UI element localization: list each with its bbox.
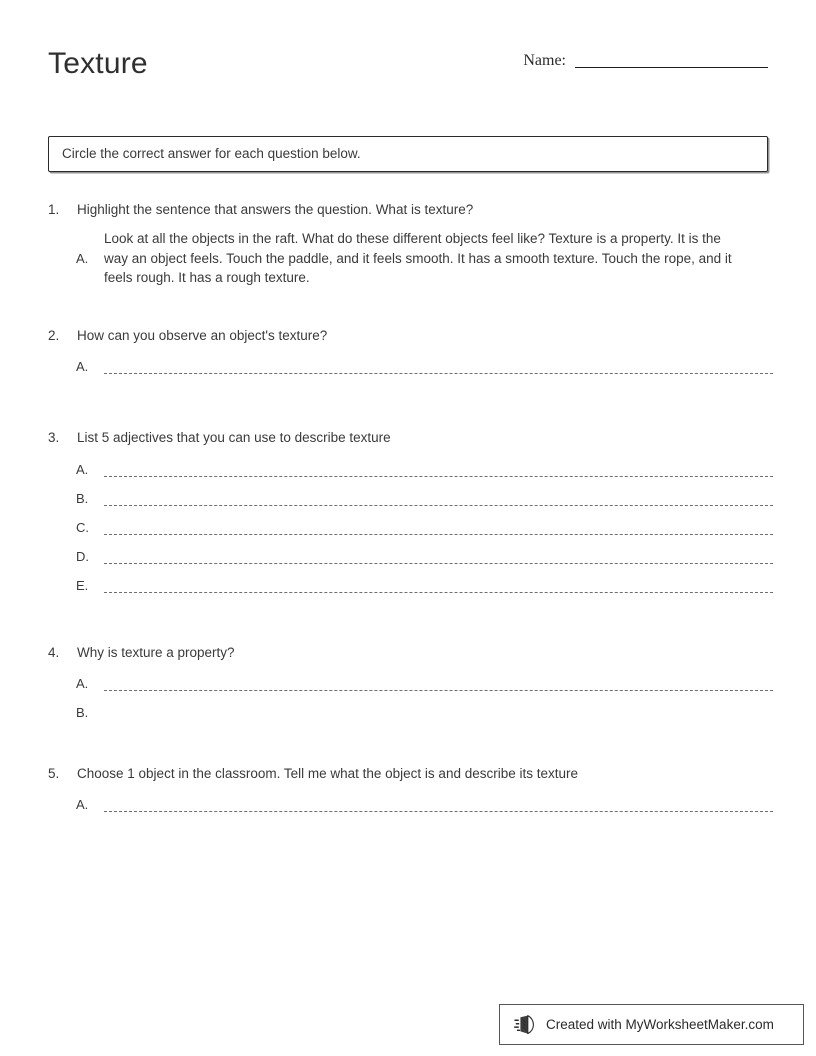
footer-attribution-badge[interactable] [499, 1004, 804, 1045]
answer-letter-3a: A. [76, 461, 89, 477]
answer-letter-1a: A. [76, 250, 89, 266]
answer-letter-4a: A. [76, 675, 89, 691]
question-number-3: 3. [48, 429, 60, 445]
worksheet-header [48, 44, 768, 90]
worksheet-maker-logo-icon [514, 1014, 536, 1036]
answer-line-5a[interactable] [104, 795, 775, 814]
answer-row-3a [48, 460, 775, 489]
question-item-5 [48, 764, 775, 824]
question-text-1: Highlight the sentence that answers the question. What is texture? [77, 202, 474, 217]
answer-line-3c[interactable] [104, 518, 775, 537]
question-heading-4 [48, 643, 775, 662]
question-item-2 [48, 326, 775, 386]
answer-line-3e[interactable] [104, 576, 775, 595]
question-number-1: 1. [48, 202, 60, 217]
answer-list-2 [48, 357, 775, 386]
answer-line-3b[interactable] [104, 489, 775, 508]
answer-line-4a[interactable] [104, 674, 775, 693]
question-number-2: 2. [48, 327, 60, 343]
question-item-1 [48, 200, 775, 288]
footer-attribution-text: Created with MyWorksheetMaker.com [546, 1016, 774, 1032]
answer-row-3c [48, 518, 775, 547]
answer-row-3e [48, 576, 775, 605]
instruction-text: Circle the correct answer for each question below. [62, 146, 361, 161]
question-text-5: Choose 1 object in the classroom. Tell me what the object is and describe its texture [77, 765, 579, 781]
name-label: Name: [523, 52, 566, 69]
answer-line-4b[interactable] [104, 703, 775, 722]
question-text-4: Why is texture a property? [77, 644, 235, 660]
answer-row-3b [48, 489, 775, 518]
answer-list-3 [48, 460, 775, 605]
spacer-after-question-1 [48, 288, 775, 326]
answer-row-3d [48, 547, 775, 576]
name-input-line[interactable] [575, 67, 768, 68]
answer-text-1a: Look at all the objects in the raft. What do these different objects feel like? Texture is a property. It is the way an object feels. Touch the paddle, and it feels smooth. It has a smooth texture. Touch the rope, and it feels rough. It has a rough texture. [104, 231, 732, 285]
question-heading-5 [48, 764, 775, 783]
spacer-after-question-2 [48, 386, 775, 428]
answer-list-5 [48, 795, 775, 824]
question-text-3: List 5 adjectives that you can use to describe texture [77, 429, 391, 445]
answer-letter-3b: B. [76, 490, 89, 506]
question-list [48, 200, 775, 824]
question-heading-3 [48, 428, 775, 447]
spacer-after-question-3 [48, 605, 775, 643]
instruction-box [48, 136, 768, 172]
answer-paragraph-1a [48, 229, 775, 288]
answer-line-3a[interactable] [104, 460, 775, 479]
answer-letter-3d: D. [76, 548, 89, 564]
name-field-group [523, 52, 768, 70]
question-heading-2 [48, 326, 775, 345]
question-heading-1 [48, 200, 775, 219]
answer-letter-3c: C. [76, 519, 89, 535]
answer-letter-2a: A. [76, 358, 89, 374]
question-number-4: 4. [48, 644, 60, 660]
answer-letter-5a: A. [76, 796, 89, 812]
answer-letter-3e: E. [76, 577, 89, 593]
question-item-3 [48, 428, 775, 605]
answer-row-2a [48, 357, 775, 386]
answer-line-2a[interactable] [104, 357, 775, 376]
answer-row-5a [48, 795, 775, 824]
question-number-5: 5. [48, 765, 60, 781]
spacer-after-question-4 [48, 732, 775, 764]
answer-row-4b [48, 703, 775, 732]
question-text-2: How can you observe an object's texture? [77, 327, 328, 343]
answer-list-4 [48, 674, 775, 732]
answer-row-4a [48, 674, 775, 703]
page-title: Texture [48, 47, 148, 80]
answer-letter-4b: B. [76, 704, 89, 720]
answer-line-3d[interactable] [104, 547, 775, 566]
question-item-4 [48, 643, 775, 732]
